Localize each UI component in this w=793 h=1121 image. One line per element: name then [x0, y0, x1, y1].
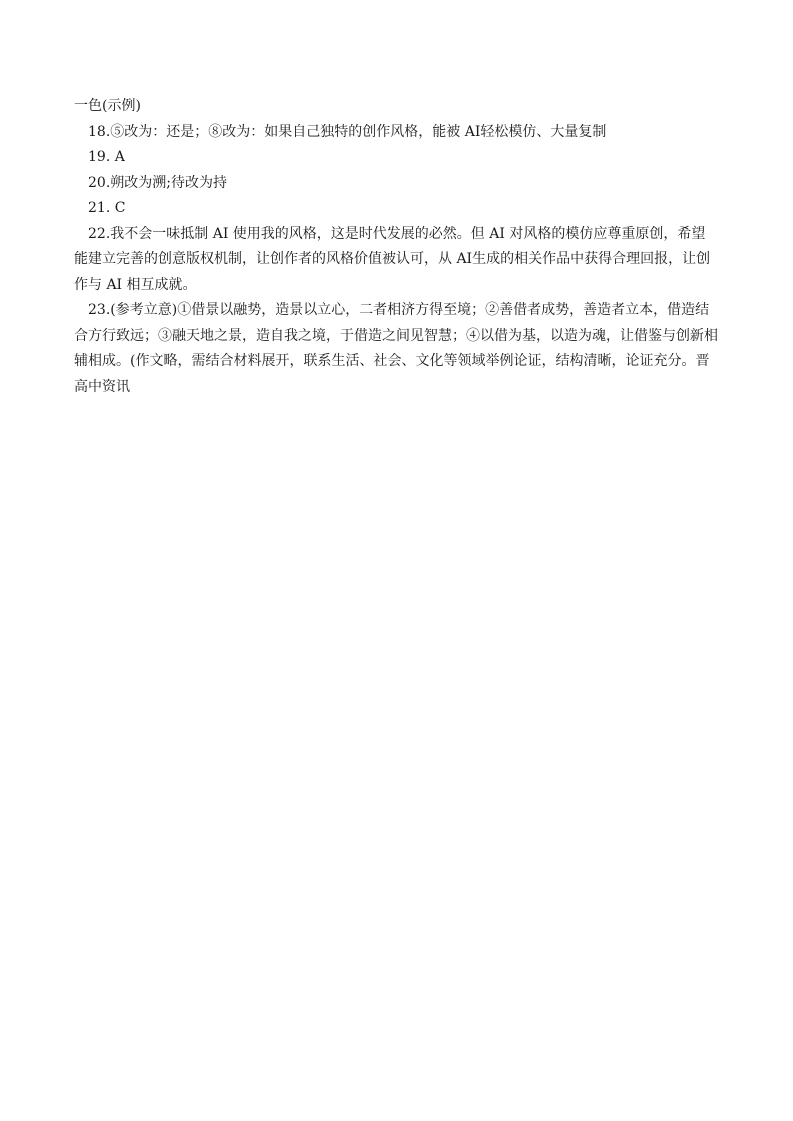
answer-content	[74, 94, 724, 400]
answer-23-line: 高中资讯	[74, 378, 130, 395]
answer-23-line: 合方行致远；③融天地之景，造自我之境，于借造之间见智慧；④以借为基，以造为魂，让借鉴与创新相	[74, 327, 718, 344]
answer-22	[74, 222, 724, 299]
answer-23	[74, 298, 724, 400]
answer-23-line: 23.(参考立意)①借景以融势，造景以立心，二者相济方得至境；②善借者成势，善造者立本，借造结	[88, 302, 710, 318]
answer-22-line: 能建立完善的创意版权机制，让创作者的风格价值被认可，从 AI生成的相关作品中获得合理回报，让创	[74, 251, 711, 267]
answer-22-line: 作与 AI 相互成就。	[74, 276, 197, 293]
answer-23-line: 辅相成。(作文略，需结合材料展开，联系生活、社会、文化等领域举例论证，结构清晰，论证充分。晋	[74, 353, 710, 369]
answer-18: 18.⑤改为：还是；⑧改为：如果自己独特的创作风格，能被 AI轻松模仿、大量复制	[88, 123, 607, 140]
answer-22-line: 22.我不会一味抵制 AI 使用我的风格，这是时代发展的必然。但 AI 对风格的模仿应尊重原创，希望	[88, 225, 706, 242]
answer-21: 21. C	[88, 200, 126, 216]
answer-20: 20.朔改为溯;待改为持	[88, 174, 227, 191]
answer-19: 19. A	[88, 149, 125, 165]
text-line-continuation: 一色(示例)	[74, 98, 141, 114]
